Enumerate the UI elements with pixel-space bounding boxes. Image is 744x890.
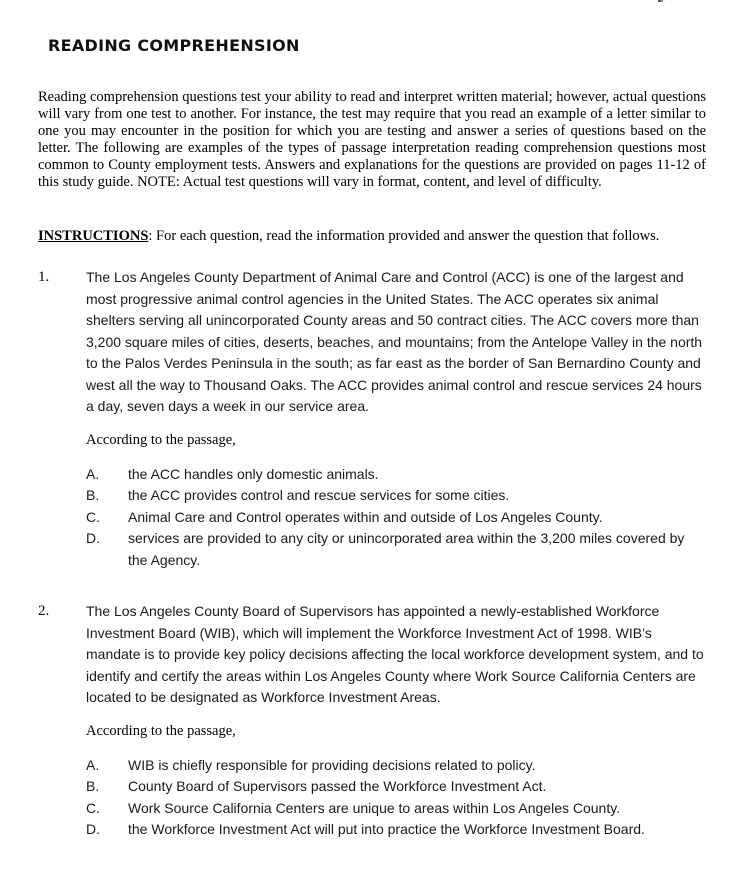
question-2-number: 2. <box>38 603 50 619</box>
question-2-option-b <box>86 776 706 798</box>
option-text: County Board of Supervisors passed the Workforce Investment Act. <box>128 778 547 794</box>
instructions-label: INSTRUCTIONS <box>38 228 149 244</box>
question-2-prompt: According to the passage, <box>86 722 236 739</box>
question-2 <box>38 601 706 841</box>
question-1-option-b <box>86 485 706 507</box>
option-text: the Workforce Investment Act will put into practice the Workforce Investment Board. <box>128 821 645 837</box>
instructions-line <box>38 228 706 245</box>
option-text: WIB is chiefly responsible for providing decisions related to policy. <box>128 756 536 773</box>
question-2-option-d <box>86 819 706 841</box>
question-1-number: 1. <box>38 269 50 285</box>
question-2-body <box>86 601 706 841</box>
question-2-passage: The Los Angeles County Board of Supervisors has appointed a newly-established Workforce Investment Board (WIB), which will implement the Workforce Investment Act of 1998. WIB’s mandate is to provide key policy decisions affecting the local workforce development system, and to identify and certify the areas within Los Angeles County where Work Source California Centers are located to be designated as Workforce Investment Areas. <box>86 603 704 705</box>
question-1-option-d <box>86 528 706 571</box>
option-letter: D. <box>86 821 100 837</box>
option-text: the ACC provides control and rescue services for some cities. <box>128 487 510 503</box>
question-1-body <box>86 267 706 571</box>
option-letter: A. <box>86 756 100 773</box>
question-1-prompt: According to the passage, <box>86 431 236 448</box>
page-title: READING COMPREHENSION <box>48 36 300 55</box>
question-1-option-a <box>86 464 706 486</box>
corner-mark <box>658 0 663 2</box>
option-letter: A. <box>86 465 100 482</box>
option-text: Work Source California Centers are unique to areas within Los Angeles County. <box>128 799 621 816</box>
option-letter: C. <box>86 799 100 816</box>
option-text: services are provided to any city or unincorporated area within the 3,200 miles covered by the Agency. <box>128 530 685 568</box>
question-2-options <box>86 755 706 841</box>
question-1 <box>38 267 706 571</box>
question-1-passage: The Los Angeles County Department of Animal Care and Control (ACC) is one of the largest and most progressive animal control agencies in the United States. The ACC operates six animal shelters serving all unincorporated County areas and 50 contract cities. The ACC covers more than 3,200 square miles of cities, deserts, beaches, and mountains; from the Antelope Valley in the north to the Palos Verdes Peninsula in the south; as far east as the border of San Bernardino County and west all the way to Thousand Oaks. The ACC provides animal control and rescue services 24 hours a day, seven days a week in our service area. <box>86 269 703 414</box>
question-1-options <box>86 464 706 572</box>
option-letter: B. <box>86 778 100 794</box>
question-1-option-c <box>86 507 706 529</box>
intro-paragraph: Reading comprehension questions test your ability to read and interpret written material; however, actual questions will vary from one test to another. For instance, the test may require that you read an example of a letter similar to one you may encounter in the position for which you are testing and answer a series of questions based on the letter. The following are examples of the types of passage interpretation reading comprehension questions most common to County employment tests. Answers and explanations for the questions are provided on pages 11-12 of this study guide. NOTE: Actual test questions will vary in format, content, and level of difficulty. <box>38 89 706 190</box>
option-letter: C. <box>86 508 100 525</box>
option-letter: B. <box>86 487 100 503</box>
option-text: the ACC handles only domestic animals. <box>128 465 379 482</box>
option-text: Animal Care and Control operates within and outside of Los Angeles County. <box>128 508 603 525</box>
question-2-option-a <box>86 755 706 777</box>
instructions-text: : For each question, read the information provided and answer the question that follows. <box>148 228 660 244</box>
question-2-option-c <box>86 798 706 820</box>
option-letter: D. <box>86 530 100 546</box>
